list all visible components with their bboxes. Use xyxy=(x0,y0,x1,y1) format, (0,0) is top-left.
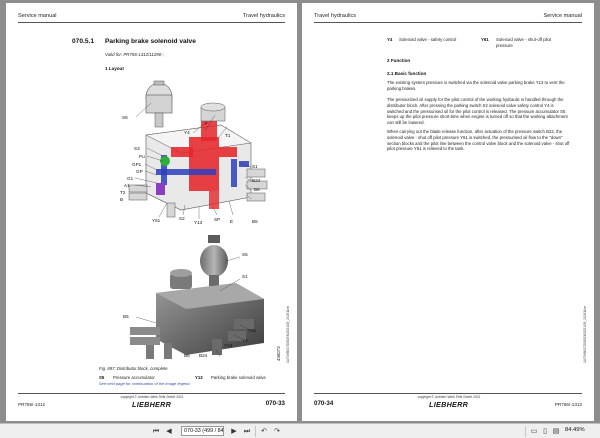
callout-y61: Y61 xyxy=(152,218,161,223)
callout-sp: SP xyxy=(214,217,221,222)
distributor-block-schematic xyxy=(101,75,281,225)
last-page-icon[interactable]: ⏭ xyxy=(243,428,251,435)
toolbar-separator xyxy=(525,426,526,437)
legend-key-y13: Y13 xyxy=(195,375,203,380)
legend-text-y13: Parking brake solenoid valve xyxy=(211,375,266,380)
callout-s5: S5 xyxy=(122,115,128,120)
callout-b: B xyxy=(120,197,124,202)
page-number-left: 070-33 xyxy=(265,400,285,407)
viewer-toolbar xyxy=(0,423,600,438)
callout-pu: Pu xyxy=(139,154,145,159)
valid-for: Valid for: PR756-1312/11290-; xyxy=(105,52,164,57)
legend-key-y4: Y4 xyxy=(387,37,393,42)
liebherr-logo: LIEBHERR xyxy=(132,400,172,409)
continuation-link[interactable]: See next page for continuation of the image legend xyxy=(99,381,190,386)
callout-b5: B5 xyxy=(252,219,258,224)
header-rule xyxy=(314,22,582,23)
page-number-input[interactable] xyxy=(181,426,224,436)
side-code-right: LWT/MB/07/2082EN/2021/05_210911en xyxy=(583,305,587,363)
header-rule xyxy=(18,22,285,23)
paragraph-3: When carrying out the blade release function, after actuation of the pressure switch B22, the solenoid valve - shut off pilot pressure Y61 is switched, the pressurised oil flow to the "down" section blocks and the pilot line between the control valve block and the solenoid valve - shut off pilot pressure Y61 is relieved to the tank. xyxy=(387,129,570,152)
layout-heading: 1 Layout xyxy=(105,66,124,71)
prev-page-icon[interactable]: ◀ xyxy=(166,428,172,435)
callout-bottom-b6: B6 xyxy=(184,353,190,358)
callout-gp1: GP1 xyxy=(132,162,142,167)
callout-s3: S3 xyxy=(134,146,140,151)
toolbar-separator xyxy=(255,426,256,437)
legend-text-y61: Solenoid valve - shut-off pilot pressure xyxy=(496,37,552,48)
figure-caption: Fig. 697: Distributor block, complete xyxy=(99,366,168,371)
footer-rule xyxy=(314,393,582,394)
next-view-icon[interactable]: ↷ xyxy=(274,428,280,435)
callout-g1: G1 xyxy=(127,176,134,181)
callout-bottom-b5: B5 xyxy=(123,314,129,319)
footer-rule xyxy=(18,393,285,394)
callout-t1: T1 xyxy=(225,133,231,138)
prev-view-icon[interactable]: ↶ xyxy=(261,428,267,435)
single-page-icon[interactable]: ▭ xyxy=(530,428,538,435)
callout-bottom-s5: S5 xyxy=(242,252,248,257)
two-page-icon[interactable]: ▯ xyxy=(543,428,547,435)
left-page xyxy=(6,3,297,421)
zoom-level[interactable]: 84.49% xyxy=(565,427,585,433)
callout-bottom-s1: S1 xyxy=(242,274,248,279)
callout-t2: T2 xyxy=(120,190,126,195)
figure-ref: 436073 xyxy=(276,346,281,361)
footer-copyright: copyright © Liebherr-Werk Telfs GmbH 2021 xyxy=(120,395,184,399)
function-heading: 2 Function xyxy=(387,58,411,63)
callout-s2: S2 xyxy=(179,216,185,221)
first-page-icon[interactable]: ⏮ xyxy=(152,428,160,435)
page-number-right: 070-34 xyxy=(314,400,334,407)
callout-bottom-y61: Y61 xyxy=(248,328,257,333)
callout-bottom-y13: Y13 xyxy=(224,343,233,348)
legend-key-y61: Y61 xyxy=(481,37,489,42)
header-left: Travel hydraulics xyxy=(314,13,357,19)
callout-e: E xyxy=(230,219,234,224)
paragraph-1: The existing system pressure is switched via the solenoid valve parking brake Y13 to vent the parking brakes. xyxy=(387,80,565,91)
section-number: 070.5.1 xyxy=(72,38,94,45)
callout-bottom-y4: Y4 xyxy=(242,338,248,343)
footer-copyright: copyright © Liebherr-Werk Telfs GmbH 2021 xyxy=(417,395,481,399)
continuous-icon[interactable]: ▤ xyxy=(552,428,560,435)
side-code-left: LWT/MB/07/2082EN/2021/05_210911en xyxy=(286,305,290,363)
header-right: Travel hydraulics xyxy=(242,13,285,19)
callout-gp: GP xyxy=(136,169,143,174)
header-right: Service manual xyxy=(543,13,582,19)
callout-f: F xyxy=(205,121,208,126)
liebherr-logo: LIEBHERR xyxy=(429,400,469,409)
footer-left: PR756/-1312 xyxy=(18,402,46,407)
paragraph-2: The pressurized oil supply for the pilot control of the working hydraulic is handled through the distributor block. After pressing the parking switch S2 solenoid valve safety control Y4 is switched and the pressurised oil for the pilot control is released. The pressure accumulator S5 keeps up the pilot pressure short-time when engine is turned off so that the working attachment can still be lowered. xyxy=(387,97,568,126)
callout-y13: Y13 xyxy=(194,220,203,225)
section-title: Parking brake solenoid valve xyxy=(105,38,196,45)
header-left: Service manual xyxy=(18,13,57,19)
footer-right: PR756/-1312 xyxy=(554,402,582,407)
legend-text-y4: Solenoid valve - safety control xyxy=(399,37,457,42)
distributor-block-photo xyxy=(116,231,276,366)
callout-y4: Y4 xyxy=(184,130,190,135)
legend-text-s5: Pressure accumulator xyxy=(113,375,155,380)
next-page-icon[interactable]: ▶ xyxy=(231,428,237,435)
legend-key-s5: S5 xyxy=(99,375,105,380)
callout-a1: A1 xyxy=(124,183,130,188)
callout-bottom-b24: B24 xyxy=(199,353,208,358)
right-page xyxy=(302,3,594,421)
callout-s1: S1 xyxy=(252,164,258,169)
basic-function-heading: 2.1 Basic function xyxy=(387,71,427,76)
callout-b6: B6 xyxy=(254,187,260,192)
callout-b24: B24 xyxy=(252,178,261,183)
